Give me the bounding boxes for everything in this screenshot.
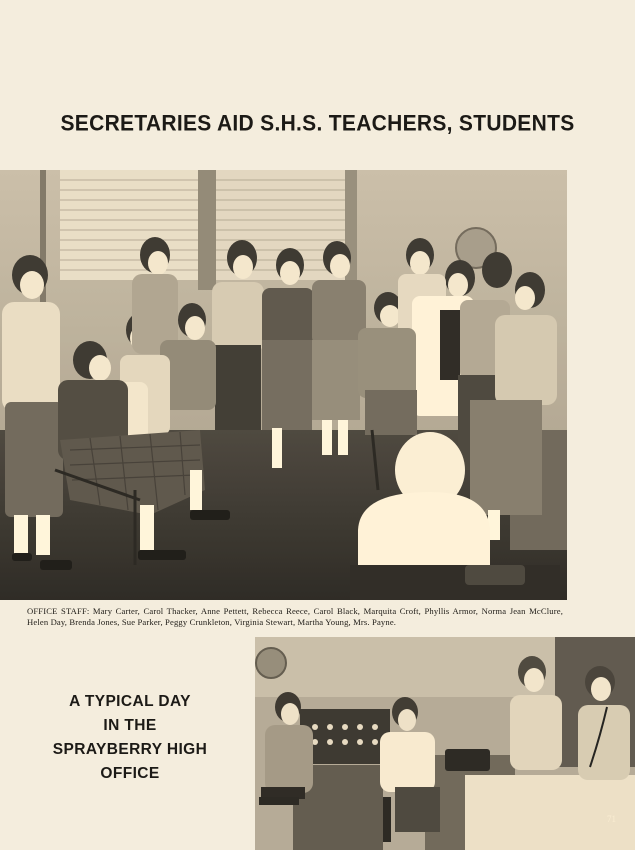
- office-work-photo: [255, 637, 635, 850]
- section-heading-line-2: IN THE: [103, 717, 157, 734]
- section-heading-line-4: OFFICE: [100, 765, 160, 782]
- section-heading-line-1: A TYPICAL DAY: [69, 693, 191, 710]
- office-staff-group-photo: [0, 170, 567, 600]
- section-heading: [40, 690, 220, 786]
- page-number: 71: [607, 814, 616, 824]
- page-headline: SECRETARIES AID S.H.S. TEACHERS, STUDENTS: [60, 111, 575, 136]
- section-heading-line-3: SPRAYBERRY HIGH: [52, 741, 208, 758]
- photo-caption: OFFICE STAFF: Mary Carter, Carol Thacker, Anne Pettett, Rebecca Reece, Carol Black, Marquita Croft, Phyllis Armor, Norma Jean McClure, Helen Day, Brenda Jones, Sue Parker, Peggy Crunkleton, Virginia Stewart, Martha Young, Mrs. Payne.: [27, 606, 563, 627]
